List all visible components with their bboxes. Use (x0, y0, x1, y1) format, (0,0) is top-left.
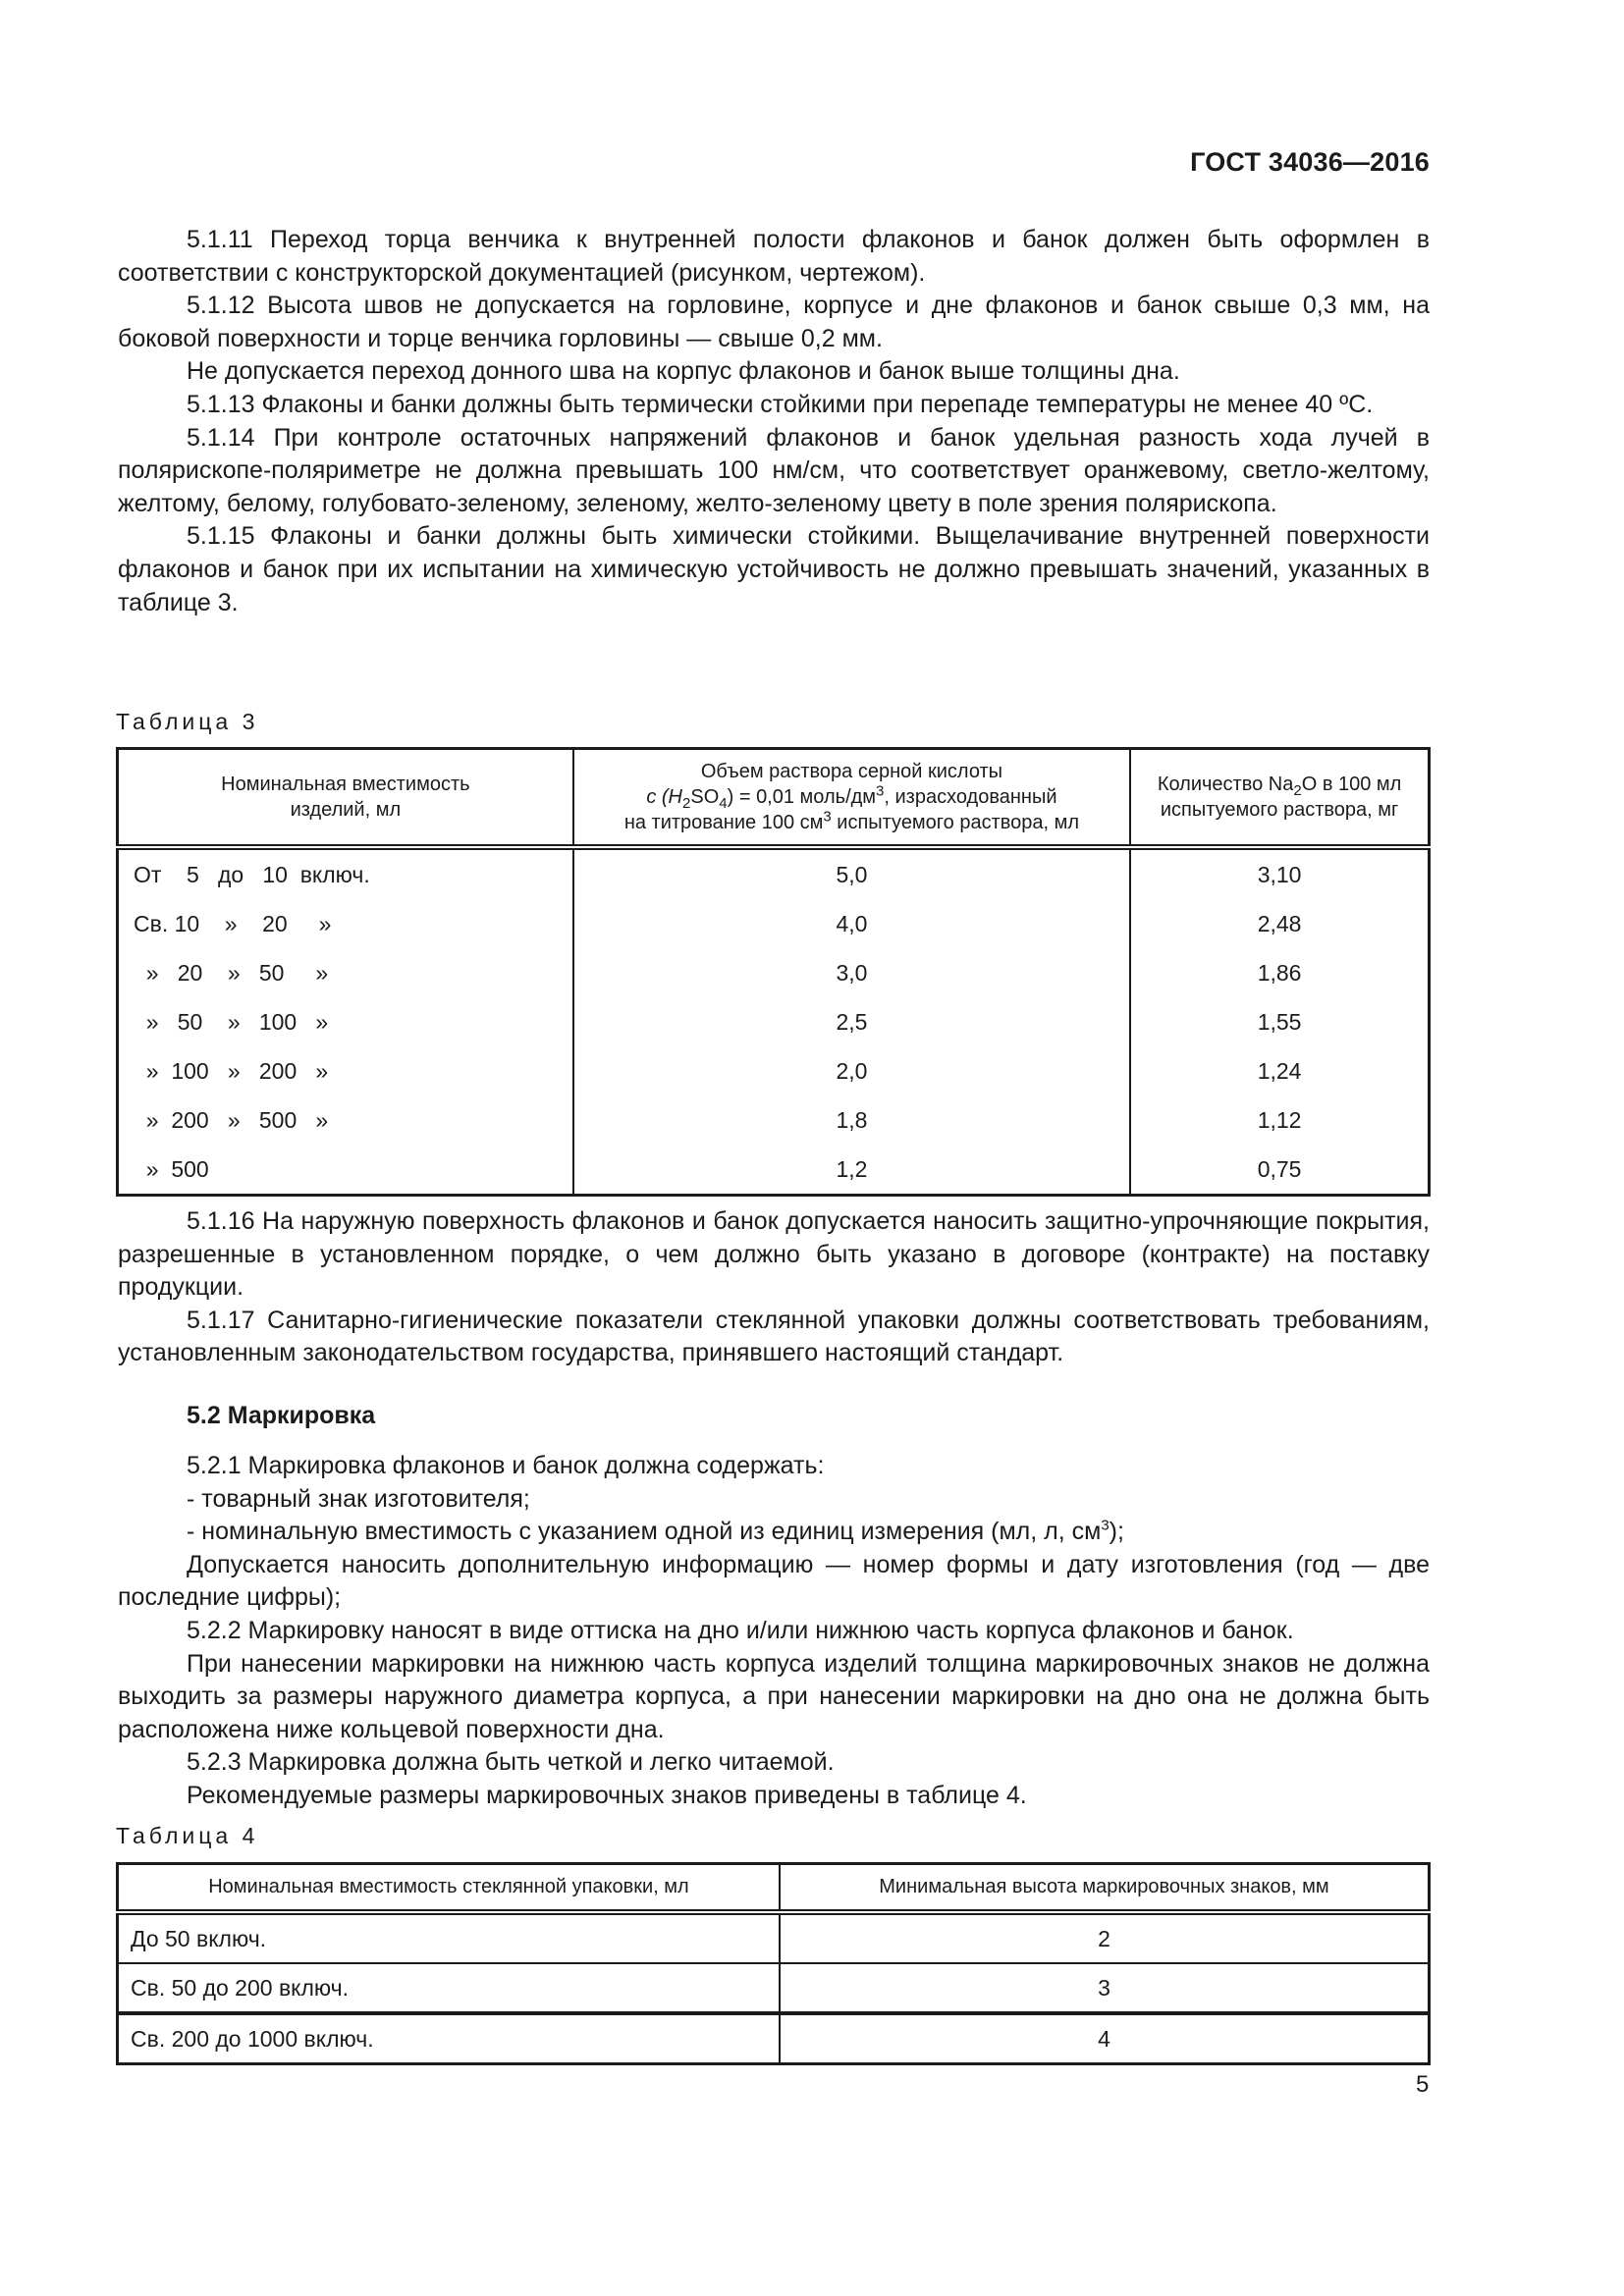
page-number: 5 (1416, 2071, 1430, 2098)
header-text: SO (690, 786, 720, 808)
table-4-header-min-height: Минимальная высота маркировочных знаков, мм (780, 1864, 1430, 1913)
table-row (118, 997, 1430, 1046)
table-4-header-capacity: Номинальная вместимость стеклянной упаковки, мл (118, 1864, 780, 1913)
list-item-text: - номинальную вместимость с указанием одной из единиц измерения (мл, л, см (187, 1518, 1102, 1546)
table-row (118, 2013, 1430, 2064)
cell-na2o: 2,48 (1130, 899, 1429, 948)
cell-acid-volume: 3,0 (573, 948, 1130, 997)
cell-capacity: » 500 (118, 1145, 573, 1196)
table-3-header-na2o (1130, 749, 1429, 848)
cell-min-height: 2 (780, 1912, 1430, 1963)
header-text: испытуемого раствора, мг (1160, 799, 1399, 821)
cell-acid-volume: 2,5 (573, 997, 1130, 1046)
cell-na2o: 1,86 (1130, 948, 1429, 997)
cell-capacity: До 50 включ. (118, 1912, 780, 1963)
header-text: , израсходованный (884, 786, 1057, 808)
list-item-capacity (118, 1516, 1430, 1549)
paragraph-5-1-17: 5.1.17 Санитарно-гигиенические показатели стеклянной упаковки должны соответствовать требованиям, установленным законодательством государства, принявшего настоящий стандарт. (118, 1306, 1430, 1367)
table-row (118, 847, 1430, 899)
cell-na2o: 1,12 (1130, 1095, 1429, 1145)
section-heading-5-2: 5.2 Маркировка (187, 1402, 376, 1429)
paragraph-5-1-15: 5.1.15 Флаконы и банки должны быть химически стойкими. Выщелачивание внутренней поверхности флаконов и банок при их испытании на химическую устойчивость не должно превышать значений, указанных в таблице 3. (118, 522, 1430, 616)
header-text: испытуемого раствора, мл (831, 812, 1080, 833)
cell-capacity: » 50 » 100 » (118, 997, 573, 1046)
header-text: Номинальная вместимость (221, 774, 470, 795)
paragraph-marking-placement: При нанесении маркировки на нижнюю часть корпуса изделий толщина маркировочных знаков не должна выходить за размеры наружного диаметра корпуса, а при нанесении маркировки на дно она не должна быть расположена ниже кольцевой поверхности дна. (118, 1649, 1430, 1743)
cell-capacity: Св. 10 » 20 » (118, 899, 573, 948)
header-text: Количество Na (1157, 774, 1294, 795)
table-4 (116, 1862, 1431, 2065)
superscript: 3 (823, 808, 832, 826)
list-item-text: ); (1109, 1518, 1124, 1546)
header-text: O в 100 мл (1301, 774, 1402, 795)
header-text: на титрование 100 см (623, 812, 824, 833)
body-text-part3 (118, 1450, 1430, 1813)
paragraph-5-2-3: 5.2.3 Маркировка должна быть четкой и легко читаемой. (187, 1748, 835, 1777)
cell-acid-volume: 1,2 (573, 1145, 1130, 1196)
paragraph-5-1-14: 5.1.14 При контроле остаточных напряжений флаконов и банок удельная разность хода лучей в полярископе-поляриметре не должна превышать 100 нм/см, что соответствует оранжевому, светло-желтому, желтому, белому, голубовато-зеленому, зеленому, желто-зеленому цвету в поле зрения полярископа. (118, 423, 1430, 517)
paragraph-5-1-16: 5.1.16 На наружную поверхность флаконов и банок допускается наносить защитно-упрочняющие покрытия, разрешенные в установленном порядке, о чем должно быть указано в договоре (контракте) на поставку продукции. (118, 1207, 1430, 1302)
paragraph-recommended-sizes: Рекомендуемые размеры маркировочных знаков приведены в таблице 4. (187, 1781, 1027, 1809)
body-text-part1 (118, 224, 1430, 619)
table-row (118, 1963, 1430, 2013)
header-text: с (H (646, 786, 683, 808)
superscript: 3 (1101, 1517, 1110, 1534)
table-3-header-row (118, 749, 1430, 848)
paragraph-5-1-12: 5.1.12 Высота швов не допускается на горловине, корпусе и дне флаконов и банок свыше 0,3 мм, на боковой поверхности и торце венчика горловины — свыше 0,2 мм. (118, 292, 1430, 352)
table-4-caption: Таблица 4 (116, 1823, 259, 1848)
subscript: 2 (682, 795, 691, 812)
table-3-header-acid-volume (573, 749, 1130, 848)
cell-acid-volume: 4,0 (573, 899, 1130, 948)
cell-capacity: » 200 » 500 » (118, 1095, 573, 1145)
table-4-header-row (118, 1864, 1430, 1913)
table-row (118, 1095, 1430, 1145)
cell-na2o: 0,75 (1130, 1145, 1429, 1196)
table-row (118, 1912, 1430, 1963)
subscript: 2 (1293, 782, 1302, 799)
header-text: изделий, мл (290, 799, 402, 821)
table-row (118, 1046, 1430, 1095)
body-text-part2 (118, 1205, 1430, 1370)
cell-acid-volume: 2,0 (573, 1046, 1130, 1095)
table-3 (116, 747, 1431, 1197)
paragraph-5-1-12-seam: Не допускается переход донного шва на корпус флаконов и банок выше толщины дна. (187, 357, 1180, 386)
cell-na2o: 1,55 (1130, 997, 1429, 1046)
table-row (118, 948, 1430, 997)
cell-na2o: 3,10 (1130, 847, 1429, 899)
paragraph-5-1-13: 5.1.13 Флаконы и банки должны быть термически стойкими при перепаде температуры не менее 40 ºС. (187, 390, 1374, 418)
cell-capacity: От 5 до 10 включ. (118, 847, 573, 899)
cell-na2o: 1,24 (1130, 1046, 1429, 1095)
table-row (118, 899, 1430, 948)
subscript: 4 (719, 795, 728, 812)
paragraph-additional-info: Допускается наносить дополнительную информацию — номер формы и дату изготовления (год — две последние цифры); (118, 1550, 1430, 1612)
cell-capacity: » 100 » 200 » (118, 1046, 573, 1095)
table-3-header-capacity (118, 749, 573, 848)
table-3-caption: Таблица 3 (116, 709, 259, 734)
cell-capacity: Св. 200 до 1000 включ. (118, 2013, 780, 2064)
paragraph-5-2-2: 5.2.2 Маркировку наносят в виде оттиска на дно и/или нижнюю часть корпуса флаконов и банок. (187, 1616, 1294, 1644)
paragraph-5-1-11: 5.1.11 Переход торца венчика к внутренней полости флаконов и банок должен быть оформлен в соответствии с конструкторской документацией (рисунком, чертежом). (118, 226, 1430, 287)
table-row (118, 1145, 1430, 1196)
document-standard-id: ГОСТ 34036—2016 (1190, 147, 1430, 177)
cell-min-height: 3 (780, 1963, 1430, 2013)
cell-acid-volume: 5,0 (573, 847, 1130, 899)
cell-acid-volume: 1,8 (573, 1095, 1130, 1145)
superscript: 3 (876, 782, 885, 800)
list-item-trademark: - товарный знак изготовителя; (187, 1484, 530, 1513)
header-text: ) = 0,01 моль/дм (727, 786, 877, 808)
cell-capacity: » 20 » 50 » (118, 948, 573, 997)
paragraph-5-2-1: 5.2.1 Маркировка флаконов и банок должна содержать: (187, 1452, 825, 1479)
cell-min-height: 4 (780, 2013, 1430, 2064)
cell-capacity: Св. 50 до 200 включ. (118, 1963, 780, 2013)
header-text: Объем раствора серной кислоты (700, 761, 1003, 782)
